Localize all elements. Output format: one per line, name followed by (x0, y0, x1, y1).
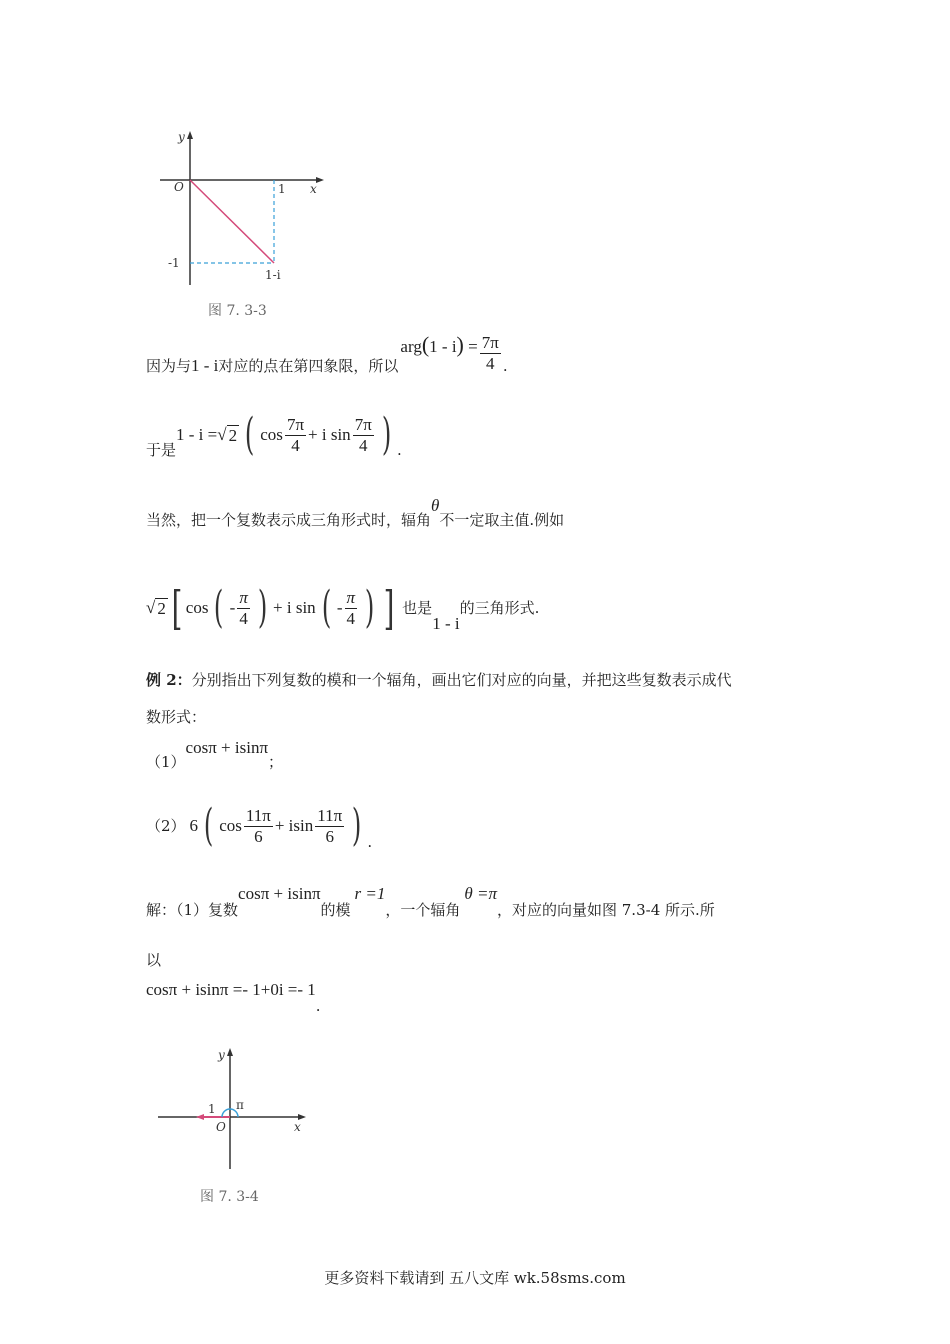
p1-num: 7π (481, 332, 499, 352)
p4-plus: + i sin (273, 598, 316, 617)
p2-den2: 4 (358, 435, 368, 455)
figure-7-3-4-caption: 图 7. 3-4 (200, 1189, 259, 1205)
p4-text: 也是 (402, 599, 433, 617)
p4-num2: π (346, 587, 356, 607)
p4-minus1: - (229, 598, 236, 617)
tick-label: 1 (208, 1102, 216, 1116)
item-2-frac2 (315, 806, 344, 847)
solution-text4: ，对应的向量如图 7.3-4 所示.所 (497, 901, 715, 919)
p3-text: 当然，把一个复数表示成三角形式时，辐角 (146, 511, 432, 529)
footer-link[interactable]: 更多资料下载请到 五八文库 wk.58sms.com (324, 1269, 626, 1287)
p2-frac2 (353, 415, 374, 456)
p2-frac1 (285, 415, 306, 456)
paragraph-example: √ 2 [ cos ( - $\frac{\pi}{4}$ ) + i sin ( - $\frac{\pi}{4}$ ) ] 也是 1 - i 的三角形式. (146, 581, 540, 635)
item-2-index: （2） (146, 817, 186, 835)
arg-fn: arg (400, 337, 422, 356)
vector-arrow (196, 1114, 204, 1120)
p1-den: 4 (486, 353, 495, 373)
p4-num1: π (239, 587, 248, 607)
item-2-coef: 6 (189, 816, 199, 835)
p2-sqrt: √ 2 (217, 424, 238, 445)
tick-x-label: 1 (278, 182, 286, 196)
paragraph-arg (146, 330, 508, 376)
item-2: （2） 6 ( cos $\frac{11\pi}{6}$ + isin $\frac{11\pi}{6}$ ) . (146, 800, 373, 851)
paragraph-note (146, 496, 564, 530)
x-arrow (316, 177, 324, 183)
point-label: 1-i (265, 268, 281, 282)
item-1 (146, 738, 283, 772)
paragraph-trig-form: 于是 1 - i = √ 2 ( cos $\frac{7\pi}{4}$ + i sin $\frac{7\pi}{4}$ ) . (146, 409, 402, 460)
solution-line1 (146, 884, 715, 920)
p1-end: . (502, 357, 508, 375)
p2-plus: + i sin (308, 425, 351, 444)
item-2-num2: 11π (317, 805, 343, 825)
p4-frac2 (345, 588, 358, 629)
figure-7-3-3 (150, 125, 330, 325)
p4-minus2: - (336, 598, 343, 617)
p2-end: . (396, 441, 402, 459)
p4-cos: cos (185, 598, 209, 617)
p3-text2: 不一定取主值.例如 (439, 511, 565, 529)
origin-label: O (174, 180, 184, 194)
vector-1-minus-i (190, 180, 274, 263)
p1-frac (480, 333, 501, 374)
item-2-end: . (367, 833, 373, 851)
p1-arg: arg(1 - i) = (400, 332, 478, 357)
item-2-den1: 6 (254, 826, 263, 846)
p4-frac1 (237, 588, 250, 629)
solution-result-expr: cosπ + isinπ =- 1+0i =- 1 (146, 980, 316, 999)
p2-text: 于是 (146, 441, 177, 459)
solution-result (146, 980, 321, 1016)
figure-7-3-4 (150, 1045, 320, 1175)
item-2-den2: 6 (325, 826, 334, 846)
x-label: x (294, 1120, 301, 1134)
example-2-line1 (146, 670, 732, 690)
solution-text2: 的模 (320, 901, 351, 919)
p4-den2: 4 (346, 608, 356, 628)
solution-result-end: . (315, 997, 321, 1015)
example-2-label: 例 2： (146, 671, 192, 689)
p2-den1: 4 (291, 435, 300, 455)
item-2-cos: cos (219, 816, 242, 835)
y-label: y (178, 130, 185, 144)
solution-r: r =1 (354, 884, 386, 903)
p4-sqrt: √ 2 (146, 597, 166, 618)
y-arrow (227, 1048, 233, 1056)
solution-text3: ，一个辐角 (385, 901, 461, 919)
arg-input: 1 - i (429, 337, 457, 356)
p1-text: 因为与 (146, 357, 192, 375)
y-label: y (218, 1048, 225, 1062)
p4-expr: 1 - i (432, 614, 460, 633)
p1-expr: 1 - i (191, 356, 219, 375)
p4-den1: 4 (239, 608, 248, 628)
p4-root: 2 (157, 598, 166, 618)
item-2-num1: 11π (245, 805, 271, 825)
p2-num1: 7π (286, 414, 305, 434)
tick-y-label: -1 (168, 256, 180, 270)
example-2-text: 分别指出下列复数的模和一个辐角，画出它们对应的向量，并把这些复数表示成代 (191, 671, 732, 689)
solution-label: 解：（1）复数 (146, 901, 239, 919)
x-label: x (310, 182, 317, 196)
item-2-plus: + isin (274, 816, 314, 835)
solution-expr: cosπ + isinπ (238, 884, 321, 903)
angle-label: π (236, 1098, 244, 1112)
item-2-frac1 (244, 806, 273, 847)
solution-line2: 以 (146, 951, 162, 969)
p2-num2: 7π (354, 414, 372, 434)
item-1-expr: cosπ + isinπ (185, 738, 269, 757)
origin-label: O (216, 1120, 226, 1134)
p4-text2: 的三角形式. (459, 599, 540, 617)
arg-eq: = (468, 337, 478, 356)
figure-7-3-3-caption: 图 7. 3-3 (208, 303, 267, 319)
item-1-end: ； (268, 753, 284, 771)
p1-text2: 对应的点在第四象限，所以 (218, 357, 399, 375)
p3-theta: θ (431, 496, 440, 515)
solution-theta: θ =π (464, 884, 497, 903)
example-2-line2: 数形式： (146, 708, 207, 726)
p2-root: 2 (228, 425, 238, 445)
item-1-index: （1） (146, 753, 186, 771)
p2-lhs: 1 - i = (176, 425, 218, 444)
y-arrow (187, 131, 193, 139)
p2-cos: cos (260, 425, 283, 444)
